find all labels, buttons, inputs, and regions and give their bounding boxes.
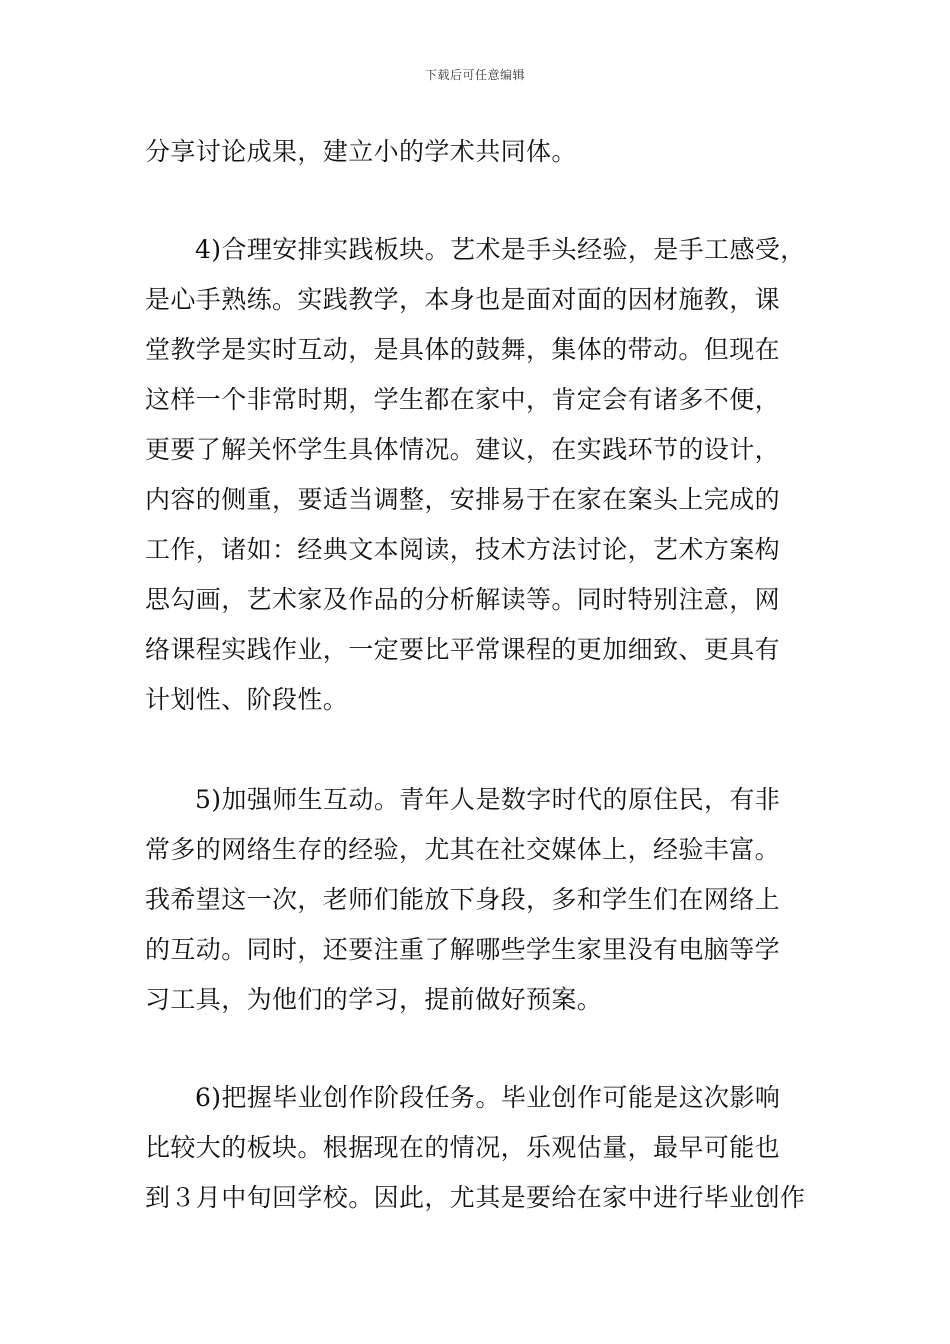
text-line: 更要了解关怀学生具体情况。建议，在实践环节的设计， [145, 435, 781, 464]
text-line: 内容的侧重，要适当调整，安排易于在家在案头上完成的 [145, 485, 781, 514]
text-line: 思勾画，艺术家及作品的分析解读等。同时特别注意，网 [145, 585, 781, 614]
text-line: 常多的网络生存的经验，尤其在社交媒体上，经验丰富。 [145, 835, 781, 864]
paragraph-4-first-line: 4)合理安排实践板块。艺术是手头经验，是手工感受， [195, 235, 806, 264]
paragraph-6-first-line: 6)把握毕业创作阶段任务。毕业创作可能是这次影响 [195, 1083, 781, 1112]
text-line: 习工具，为他们的学习，提前做好预案。 [145, 985, 603, 1014]
paragraph-5-first-line: 5)加强师生互动。青年人是数字时代的原住民，有非 [195, 785, 781, 814]
text-line: 我希望这一次，老师们能放下身段，多和学生们在网络上 [145, 885, 781, 914]
text-line: 比较大的板块。根据现在的情况，乐观估量，最早可能也 [145, 1133, 781, 1162]
text-line: 到３月中旬回学校。因此，尤其是要给在家中进行毕业创作 [145, 1183, 806, 1212]
text-line: 络课程实践作业，一定要比平常课程的更加细致、更具有 [145, 635, 781, 664]
text-line: 堂教学是实时互动，是具体的鼓舞，集体的带动。但现在 [145, 335, 781, 364]
text-line: 分享讨论成果，建立小的学术共同体。 [145, 137, 577, 166]
text-line: 是心手熟练。实践教学，本身也是面对面的因材施教，课 [145, 285, 781, 314]
text-line: 的互动。同时，还要注重了解哪些学生家里没有电脑等学 [145, 935, 781, 964]
text-line: 这样一个非常时期，学生都在家中，肯定会有诸多不便， [145, 385, 781, 414]
page-header: 下载后可任意编辑 [424, 68, 525, 82]
text-line: 工作，诸如：经典文本阅读，技术方法讨论，艺术方案构 [145, 535, 781, 564]
text-line: 计划性、阶段性。 [145, 685, 349, 714]
